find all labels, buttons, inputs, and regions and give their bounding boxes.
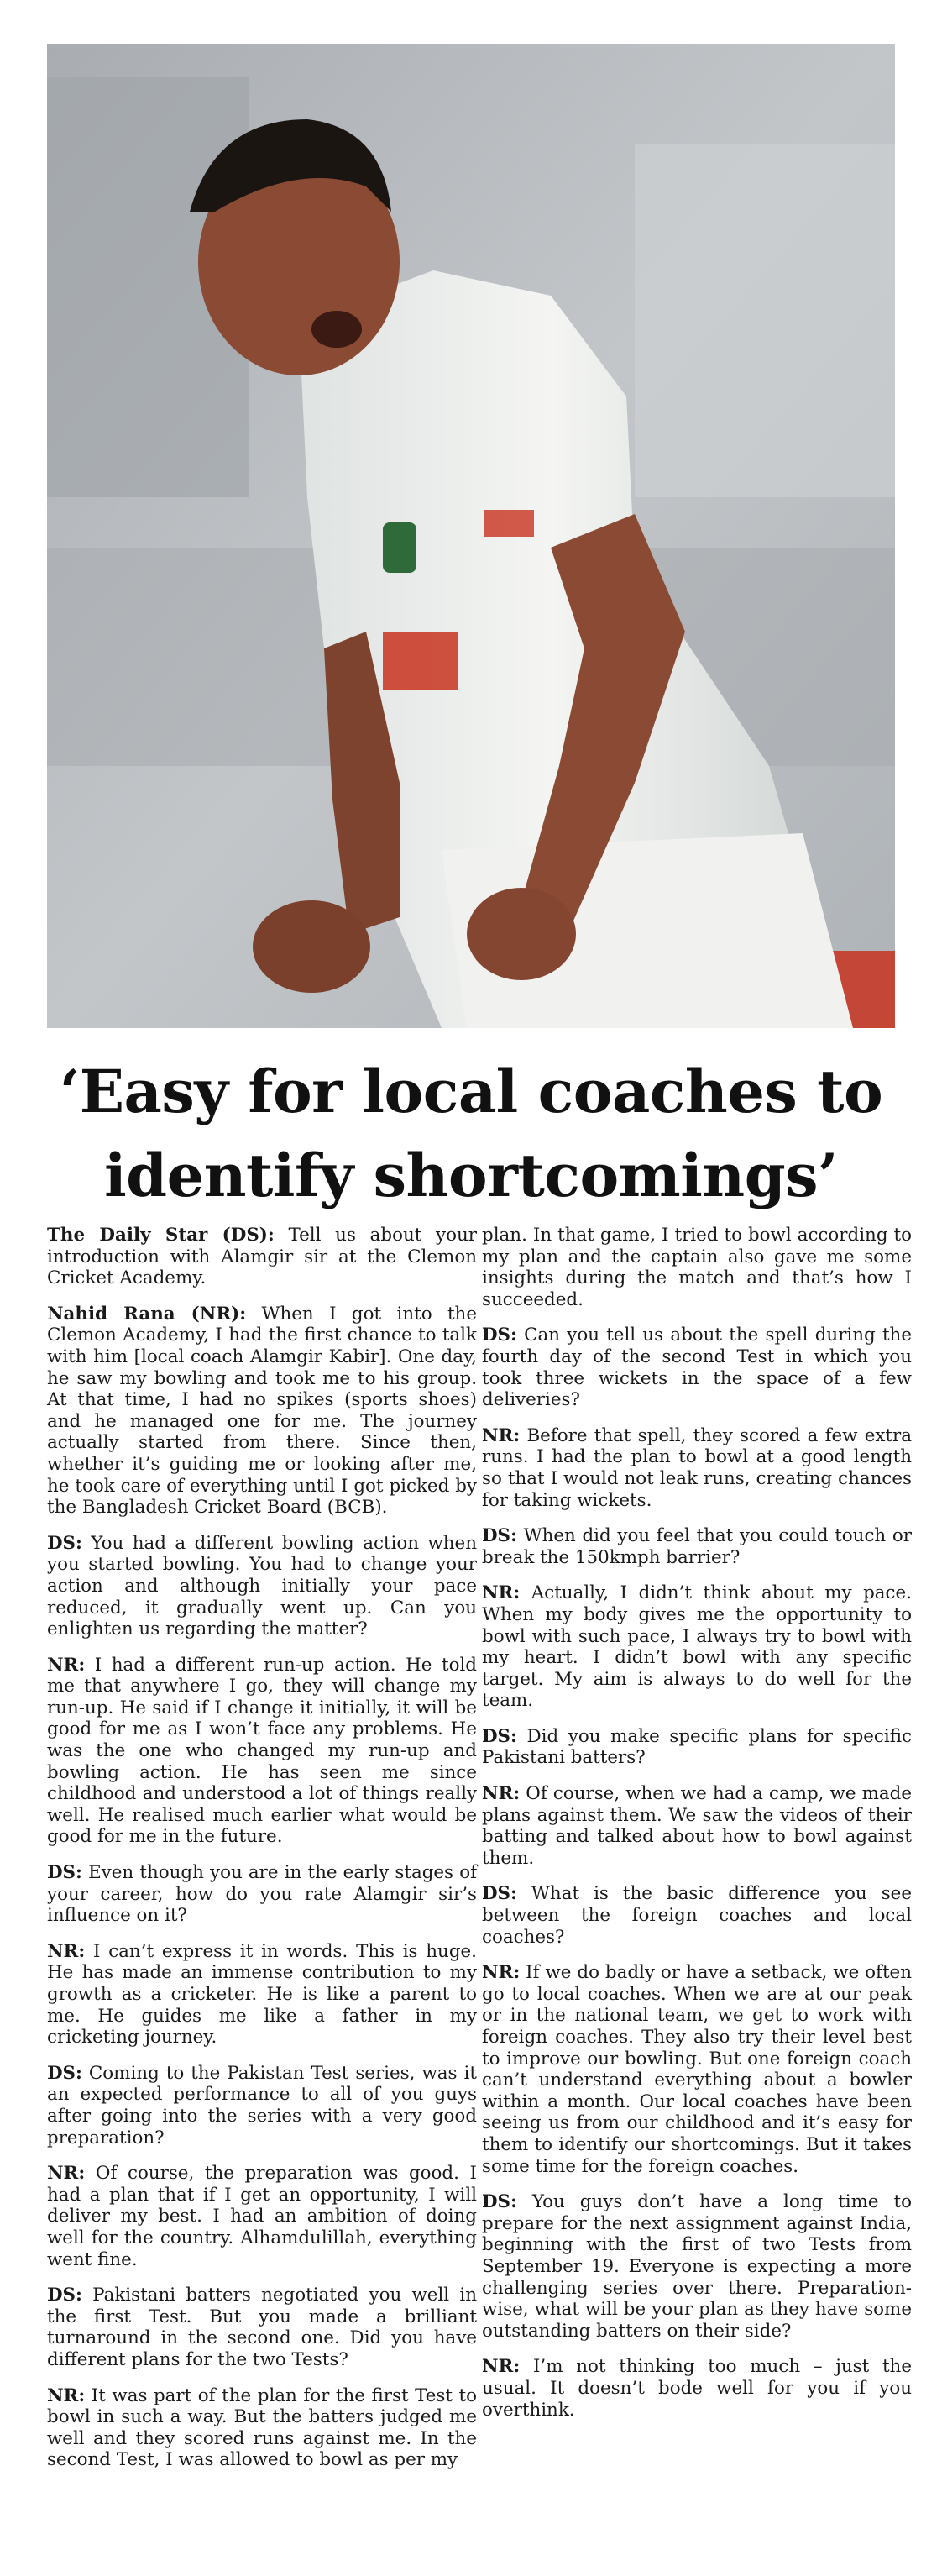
interview-paragraph	[47, 1862, 477, 1927]
interview-paragraph	[47, 1941, 477, 2049]
speaker-label: DS:	[47, 2285, 82, 2306]
bowler-celebrating-image	[47, 44, 895, 1028]
paragraph-text: Can you tell us about the spell during the fourth day of the second Test in which you took three wickets in the space of a few deliveries?	[482, 1325, 912, 1411]
paragraph-text: Even though you are in the early stages of your career, how do you rate Alamgir sir’s influence on it?	[47, 1862, 477, 1927]
paragraph-text: Before that spell, they scored a few extra runs. I had the plan to bowl at a good length so that I would not leak runs, creating chances for taking wickets.	[482, 1424, 912, 1511]
interview-paragraph	[482, 2191, 912, 2342]
speaker-label: NR:	[482, 1582, 521, 1604]
paragraph-text: When I got into the Clemon Academy, I had the first chance to talk with him [local coach Alamgir Kabir]. One day, he saw my bowling and took me to his group. At that time, I had no spikes (sports shoes) and he managed one for me. The journey actually started from there. Since then, whether it’s guiding me or looking after me, he took care of everything until I got picked by the Bangladesh Cricket Board (BCB).	[47, 1303, 477, 1519]
speaker-label: DS:	[482, 1725, 517, 1747]
interview-paragraph	[47, 2285, 477, 2370]
speaker-label: NR:	[482, 1424, 521, 1446]
article-column-left	[47, 1225, 477, 2471]
interview-paragraph	[482, 1726, 912, 1769]
interview-paragraph	[482, 1962, 912, 2177]
speaker-label: The Daily Star (DS):	[47, 1225, 275, 1246]
interview-paragraph	[482, 1325, 912, 1410]
paragraph-text: When did you feel that you could touch or break the 150kmph barrier?	[482, 1525, 912, 1568]
interview-paragraph	[47, 1225, 477, 1289]
speaker-label: NR:	[47, 1940, 86, 1962]
speaker-label: NR:	[482, 1962, 521, 1984]
speaker-label: NR:	[47, 2385, 86, 2406]
speaker-label: DS:	[482, 1883, 517, 1905]
paragraph-text: Actually, I didn’t think about my pace. When my body gives me the opportunity to bowl with such pace, I always try to bowl with my heart. I didn’t bowl with any specific target. My aim is always to do well for the team.	[482, 1582, 912, 1712]
interview-paragraph	[482, 1883, 912, 1948]
speaker-label: NR:	[482, 1783, 521, 1805]
paragraph-text: Of course, the preparation was good. I had a plan that if I get an opportunity, I will deliver my best. I had an ambition of doing well for the country. Alhamdulillah, everything went fine.	[47, 2163, 477, 2270]
interview-paragraph	[47, 1533, 477, 1640]
paragraph-text: Pakistani batters negotiated you well in the first Test. But you made a brilliant turnaround in the second one. Did you have different plans for the two Tests?	[47, 2285, 477, 2370]
speaker-label: DS:	[47, 1862, 82, 1884]
interview-paragraph	[47, 1304, 477, 1519]
speaker-label: DS:	[47, 1532, 82, 1554]
interview-paragraph	[47, 2063, 477, 2148]
speaker-label: Nahid Rana (NR):	[47, 1303, 247, 1325]
paragraph-text: You had a different bowling action when you started bowling. You had to change your action and although initially your pace reduced, it gradually went up. Can you enlighten us regarding the matter?	[47, 1532, 477, 1640]
paragraph-text: I can’t express it in words. This is huge. He has made an immense contribution to my growth as a cricketer. He is like a parent to me. He guides me like a father in my cricketing journey.	[47, 1940, 477, 2049]
speaker-label: DS:	[482, 1325, 517, 1346]
interview-paragraph	[47, 2163, 477, 2270]
interview-paragraph	[482, 1225, 912, 1310]
interview-paragraph	[47, 1655, 477, 1848]
speaker-label: DS:	[482, 1525, 517, 1547]
article-column-right	[482, 1225, 912, 2421]
player-photo	[47, 44, 895, 1028]
interview-paragraph	[482, 1582, 912, 1712]
headline: ‘Easy for local coaches to identify shortcomings’	[59, 1057, 883, 1210]
paragraph-text: Did you make specific plans for specific Pakistani batters?	[482, 1725, 912, 1769]
paragraph-text: You guys don’t have a long time to prepare for the next assignment against India, beginning with the first of two Tests from September 19. Everyone is expecting a more challenging series over there. Preparation-wise, what will be your plan as they have some outstanding batters on their side?	[482, 2191, 912, 2342]
paragraph-text: What is the basic difference you see between the foreign coaches and local coaches?	[482, 1883, 912, 1948]
paragraph-text: Of course, when we had a camp, we made plans against them. We saw the videos of their batting and talked about how to bowl against them.	[482, 1783, 912, 1869]
interview-paragraph	[482, 1783, 912, 1869]
paragraph-text: Tell us about your introduction with Alamgir sir at the Clemon Cricket Academy.	[47, 1225, 478, 1289]
paragraph-text: Coming to the Pakistan Test series, was it an expected performance to all of you guys after going into the series with a very good preparation?	[47, 2062, 477, 2148]
speaker-label: NR:	[47, 1654, 86, 1676]
paragraph-text: plan. In that game, I tried to bowl according to my plan and the captain also gave me some insights during the match and that’s how I succeeded.	[482, 1225, 912, 1310]
speaker-label: NR:	[482, 2356, 521, 2378]
speaker-label: DS:	[482, 2191, 517, 2213]
paragraph-text: It was part of the plan for the first Test to bowl in such a way. But the batters judged me well and they scored runs against me. In the second Test, I was allowed to bowl as per my	[47, 2385, 477, 2471]
interview-paragraph	[482, 1525, 912, 1568]
interview-paragraph	[482, 1425, 912, 1511]
interview-paragraph	[47, 2385, 477, 2471]
paragraph-text: I’m not thinking too much – just the usual. It doesn’t bode well for you if you overthink.	[482, 2356, 912, 2421]
speaker-label: NR:	[47, 2163, 86, 2185]
speaker-label: DS:	[47, 2062, 82, 2084]
interview-paragraph	[482, 2356, 912, 2421]
paragraph-text: I had a different run-up action. He told me that anywhere I go, they will change my run-up. He said if I change it initially, it will be good for me as I won’t face any problems. He was the one who changed my run-up and bowling action. He has seen me since childhood and understood a lot of things really well. He realised much earlier what would be good for me in the future.	[47, 1654, 477, 1848]
paragraph-text: If we do badly or have a setback, we often go to local coaches. When we are at our peak or in the national team, we get to work with foreign coaches. They also try their level best to improve our bowling. But one foreign coach can’t understand everything about a bowler within a month. Our local coaches have been seeing us from our childhood and it’s easy for them to identify our shortcomings. But it takes some time for the foreign coaches.	[482, 1962, 912, 2177]
